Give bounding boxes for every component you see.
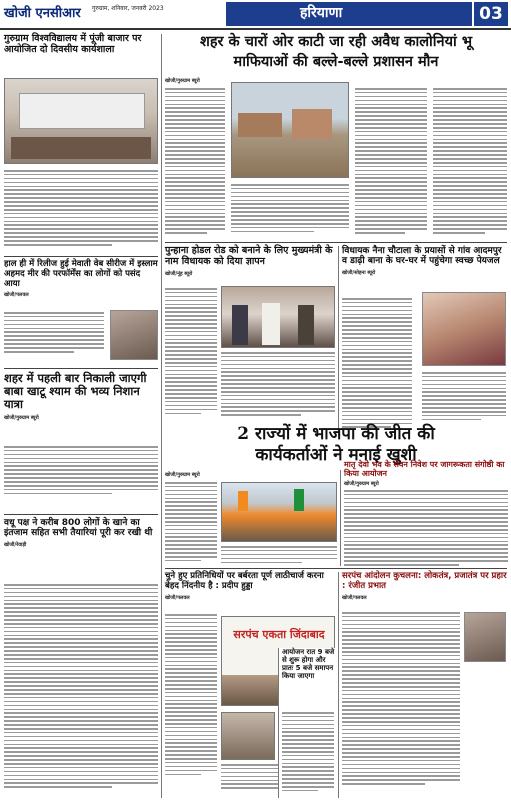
issue-meta: गुरुग्राम, शनिवार, जनवरी 2023 [92,5,164,12]
article-headline-line1: 2 राज्यों में भाजपा की जीत की [237,424,435,444]
article-headline: हाल ही में रिलीज हुई मेवाती वेब सीरीज में इस्लाम अहमद मीर की परफॉर्मेंस का लोगों को पसंद आया [4,259,158,289]
article-sarpanch [342,572,508,798]
article-khatu [4,372,158,512]
article-university [4,34,158,254]
article-body [221,352,335,418]
article-body [344,490,508,568]
divider [4,368,158,369]
article-body [221,546,337,565]
article-byline: खोजी/गुरुग्राम ब्यूरो [4,414,39,421]
article-headline: आयोजन रात 9 बजे से शुरू होगा और प्रातः 5 बजे समापन किया जाएगा [282,648,335,681]
divider [165,242,507,243]
article-byline: खोजी/पलवल [342,594,367,601]
column-divider [338,572,339,798]
article-byline: खोजी/पलवल [4,292,29,299]
construction-site-photo [231,82,349,178]
article-body-col4 [433,88,507,236]
article-photo [4,78,158,164]
column-divider [340,470,341,566]
article-wedding [4,518,158,796]
article-body-col2 [231,184,349,235]
article-byline: खोजी/नूंह ब्यूरो [165,270,193,277]
article-headline: गुरुग्राम विश्वविद्यालय में पूंजी बाजार पर आयोजित दो दिवसीय कार्यशाला [4,33,142,55]
main-headline-line2: माफियाओं की बल्ले-बल्ले प्रशासन मौन [233,54,439,70]
main-headline-line1: शहर के चारों ओर काटी जा रही अवैध कालोनियां भू [199,34,473,50]
mla-photo [422,292,506,366]
article-byline: खोजी/गुरुग्राम ब्यूरो [344,481,379,488]
column-divider [161,34,162,798]
memorandum-photo [221,286,335,348]
article-byline: खोजी/रेवाड़ी [4,541,27,548]
article-headline: चुने हुए प्रतिनिधियों पर बर्बरता पूर्ण लाठीचार्ज करना बेहद निंदनीय है : प्रदीप हुड्डा [165,571,324,591]
newspaper-logo: खोजी एनसीआर [4,2,90,26]
article-byline: खोजी/गुरुग्राम ब्यूरो [165,472,200,478]
article-headline: मातृ देवो भव के सेवन निवेश पर जागरूकता संगोष्ठी का किया आयोजन [344,460,505,479]
article-headline: वधू पक्ष ने करीब 800 लोगों के खाने का इंतजाम सहित सभी तैयारियां पूरी कर रखी थी [4,518,153,539]
divider [4,256,158,257]
article-punhana [165,246,335,422]
section-title: हरियाणा [300,5,343,21]
signboard-text: सरपंच एकता जिंदाबाद [233,628,325,641]
article-headline: विधायक नैना चौटाला के प्रयासों से गांव आदमपुर व डाढ़ी बाना के घर-घर में पहुंचेगा स्वच्छ पेयजल [342,246,502,267]
section-band [226,2,472,26]
divider [165,568,507,569]
divider [4,514,158,515]
article-byline: खोजी/गुरुग्राम ब्यूरो [165,78,200,84]
article-headline: पुन्हाना होडल रोड को बनाने के लिए मुख्यमंत्री के नाम विधायक को दिया ज्ञापन [165,245,333,267]
main-story [165,32,507,240]
article-body [165,288,217,416]
person-photo [464,612,506,662]
article-mla [342,246,507,436]
article-body [165,482,217,564]
column-divider [338,246,339,436]
main-headline [165,32,507,72]
article-byline: खोजी/पलवल [165,594,190,601]
article-body [4,170,158,248]
article-body [282,712,334,794]
article-body [4,584,158,790]
person-photo [110,310,158,360]
article-headline-line2: कार्यकर्ताओं ने मनाई खुशी [255,445,417,465]
article-body [422,372,506,423]
article-body [342,298,412,430]
article-body [4,446,158,497]
article-headline: सरपंच आंदोलन कुचलना: लोकतंत्र, प्रजातंत्र पर प्रहार : रंजीत प्रभात [342,571,507,591]
article-body [4,312,104,355]
page-number: 03 [474,2,508,26]
celebration-photo [221,482,337,542]
article-headline: शहर में पहली बार निकाली जाएगी बाबा खाटू श्याम की भव्य निशान यात्रा [4,371,147,412]
article-body-col3 [355,88,427,236]
article-body [342,612,460,787]
article-event-main [278,648,336,798]
article-seminar [344,460,508,566]
article-byline: खोजी/सोहना ब्यूरो [342,269,376,276]
masthead [0,0,511,30]
protester-photo [221,712,275,760]
article-webseries [4,260,158,366]
article-body-col1 [165,88,225,236]
article-body [165,614,217,777]
